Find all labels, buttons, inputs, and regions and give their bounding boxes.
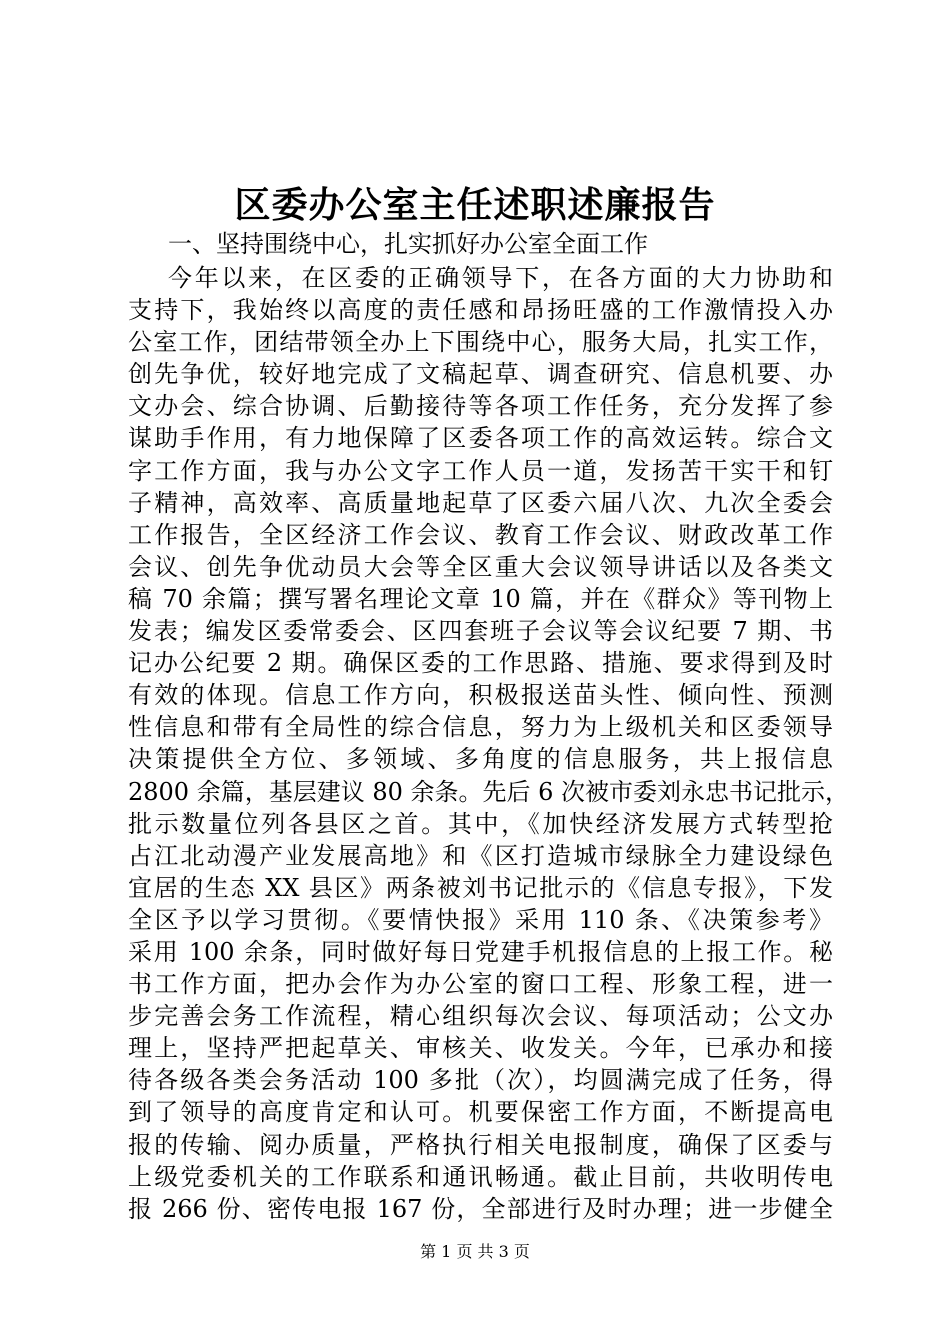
- paragraph-line: 报 266 份、密传电报 167 份，全部进行及时办理；进一步健全: [128, 1194, 833, 1223]
- paragraph-line: 理上，坚持严把起草关、审核关、收发关。今年，已承办和接: [128, 1034, 833, 1063]
- paragraph-line: 全区予以学习贯彻。《要情快报》采用 110 条、《决策参考》: [128, 905, 833, 934]
- paragraph-line: 步完善会务工作流程，精心组织每次会议、每项活动；公文办: [128, 1002, 833, 1031]
- page-number-footer: 第 1 页 共 3 页: [420, 1242, 530, 1261]
- paragraph-line: 今年以来，在区委的正确领导下，在各方面的大力协助和: [168, 264, 833, 292]
- paragraph-line: 子精神，高效率、高质量地起草了区委六届八次、九次全委会: [128, 488, 833, 517]
- paragraph-line: 文办会、综合协调、后勤接待等各项工作任务，充分发挥了参: [128, 392, 833, 421]
- paragraph-line: 待各级各类会务活动 100 多批（次），均圆满完成了任务，得: [128, 1066, 833, 1095]
- paragraph-line: 创先争优，较好地完成了文稿起草、调查研究、信息机要、办: [128, 360, 833, 389]
- paragraph-line: 决策提供全方位、多领域、多角度的信息服务，共上报信息: [128, 745, 833, 774]
- paragraph-line: 批示数量位列各县区之首。其中，《加快经济发展方式转型抢: [128, 809, 833, 838]
- section-heading: 一、坚持围绕中心，扎实抓好办公室全面工作: [168, 230, 648, 258]
- paragraph-line: 报的传输、阅办质量，严格执行相关电报制度，确保了区委与: [128, 1130, 833, 1159]
- paragraph-line: 支持下，我始终以高度的责任感和昂扬旺盛的工作激情投入办: [128, 296, 833, 325]
- paragraph-line: 有效的体现。信息工作方向，积极报送苗头性、倾向性、预测: [128, 681, 833, 710]
- paragraph-line: 占江北动漫产业发展高地》和《区打造城市绿脉全力建设绿色: [128, 841, 833, 870]
- paragraph-line: 2800 余篇，基层建议 80 余条。先后 6 次被市委刘永忠书记批示，: [128, 777, 850, 806]
- paragraph-line: 谋助手作用，有力地保障了区委各项工作的高效运转。综合文: [128, 424, 833, 453]
- paragraph-line: 书工作方面，把办会作为办公室的窗口工程、形象工程，进一: [128, 970, 833, 999]
- paragraph-line: 会议、创先争优动员大会等全区重大会议领导讲话以及各类文: [128, 552, 833, 581]
- document-title: 区委办公室主任述职述廉报告: [234, 184, 716, 226]
- paragraph-line: 到了领导的高度肯定和认可。机要保密工作方面，不断提高电: [128, 1098, 833, 1127]
- paragraph-line: 上级党委机关的工作联系和通讯畅通。截止目前，共收明传电: [128, 1162, 833, 1191]
- paragraph-line: 采用 100 余条，同时做好每日党建手机报信息的上报工作。秘: [128, 937, 833, 966]
- paragraph-line: 记办公纪要 2 期。确保区委的工作思路、措施、要求得到及时: [128, 649, 833, 678]
- paragraph-line: 公室工作，团结带领全办上下围绕中心，服务大局，扎实工作，: [128, 328, 833, 357]
- body-paragraph: [128, 262, 850, 1225]
- paragraph-line: 宜居的生态 XX 县区》两条被刘书记批示的《信息专报》，下发: [128, 873, 833, 902]
- paragraph-line: 稿 70 余篇；撰写署名理论文章 10 篇，并在《群众》等刊物上: [128, 584, 833, 613]
- paragraph-line: 发表；编发区委常委会、区四套班子会议等会议纪要 7 期、书: [128, 617, 833, 646]
- paragraph-line: 性信息和带有全局性的综合信息，努力为上级机关和区委领导: [128, 713, 833, 742]
- paragraph-line: 工作报告，全区经济工作会议、教育工作会议、财政改革工作: [128, 520, 833, 549]
- paragraph-line: 字工作方面，我与办公文字工作人员一道，发扬苦干实干和钉: [128, 456, 833, 485]
